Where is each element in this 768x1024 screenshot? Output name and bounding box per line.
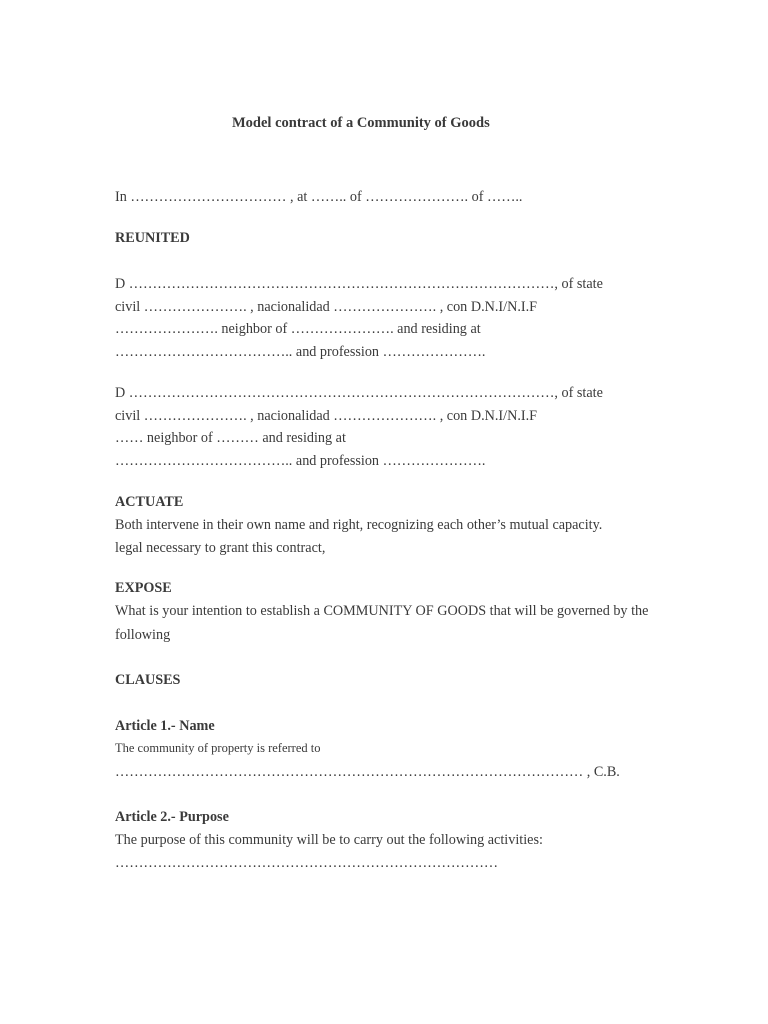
expose-line1: What is your intention to establish a COMMUNITY OF GOODS that will be governed by the <box>115 603 649 619</box>
article2-heading: Article 2.- Purpose <box>115 809 229 825</box>
party1-line2: civil …………………. , nacionalidad …………………. , con D.N.I/N.I.F <box>115 299 538 315</box>
article2-line2: ……………………………………………………………………… <box>115 855 499 871</box>
party2-line3: …… neighbor of ……… and residing at <box>115 430 346 446</box>
actuate-heading: ACTUATE <box>115 494 184 510</box>
actuate-line2: legal necessary to grant this contract, <box>115 540 326 556</box>
clauses-heading: CLAUSES <box>115 672 181 688</box>
expose-line2: following <box>115 627 171 643</box>
intro-line: In …………………………… , at …….. of …………………. of …….. <box>115 189 523 205</box>
article2-line1: The purpose of this community will be to carry out the following activities: <box>115 832 543 848</box>
party2-line4: ……………………………….. and profession …………………. <box>115 453 486 469</box>
article1-heading: Article 1.- Name <box>115 718 215 734</box>
party1-line3: …………………. neighbor of …………………. and residing at <box>115 321 481 337</box>
party2-line1: D ………………………………………………………………………………, of state <box>115 385 603 401</box>
party1-line1: D ………………………………………………………………………………, of state <box>115 276 603 292</box>
article1-line2: ……………………………………………………………………………………… , C.B. <box>115 764 620 780</box>
actuate-line1: Both intervene in their own name and right, recognizing each other’s mutual capacity. <box>115 517 603 533</box>
article1-line1: The community of property is referred to <box>115 741 321 755</box>
document-title: Model contract of a Community of Goods <box>232 115 490 131</box>
reunited-heading: REUNITED <box>115 230 190 246</box>
party2-line2: civil …………………. , nacionalidad …………………. , con D.N.I/N.I.F <box>115 408 538 424</box>
expose-heading: EXPOSE <box>115 580 172 596</box>
party1-line4: ……………………………….. and profession …………………. <box>115 344 486 360</box>
